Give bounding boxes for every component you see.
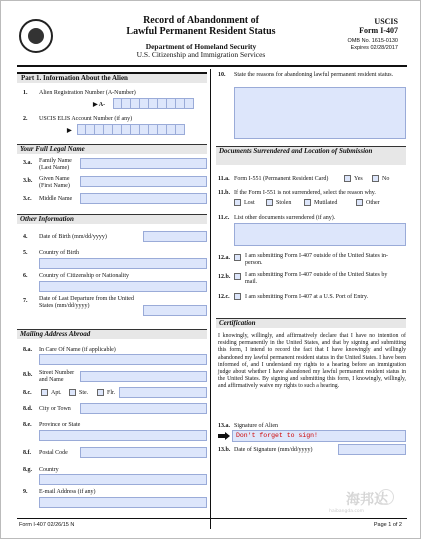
apt-label: Apt. bbox=[51, 390, 62, 396]
q12c-label: I am submitting Form I-407 at a U.S. Port of Entry. bbox=[245, 294, 369, 300]
q11a-label: Form I-551 (Permanent Resident Card) bbox=[234, 176, 329, 182]
q12b-number: 12.b. bbox=[218, 274, 231, 280]
q12a-number: 12.a. bbox=[218, 255, 230, 261]
q11b-label: If the Form I-551 is not surrendered, select the reason why. bbox=[234, 190, 376, 196]
q2-prefix: ▶ bbox=[67, 128, 72, 134]
elis-account-input[interactable] bbox=[77, 124, 185, 135]
q8a-label: In Care Of Name (if applicable) bbox=[39, 347, 116, 353]
watermark-text: 海邦达 bbox=[346, 492, 388, 508]
last-departure-date-input[interactable] bbox=[143, 305, 207, 316]
signature-date-input[interactable] bbox=[338, 444, 406, 455]
q13a-label: Signature of Alien bbox=[234, 423, 278, 429]
stolen-label: Stolen bbox=[276, 200, 292, 206]
apt-checkbox[interactable] bbox=[41, 389, 48, 396]
q9-label: E-mail Address (if any) bbox=[39, 489, 96, 495]
q11a-number: 11.a. bbox=[218, 176, 230, 182]
full-name-heading: Your Full Legal Name bbox=[17, 144, 207, 154]
expiration-date: Expires 02/28/2017 bbox=[350, 45, 398, 51]
lost-checkbox[interactable] bbox=[234, 199, 241, 206]
certification-heading: Certification bbox=[216, 318, 406, 328]
sign-here-arrow-icon bbox=[218, 432, 230, 440]
submit-port-of-entry-checkbox[interactable] bbox=[234, 293, 241, 300]
form-id: Form I-407 bbox=[359, 26, 398, 35]
q3a-number: 3.a. bbox=[23, 160, 32, 166]
header-divider bbox=[17, 65, 407, 67]
unit-number-input[interactable] bbox=[119, 387, 207, 398]
form-title-line1: Record of Abandonment of bbox=[143, 15, 259, 26]
other-documents-input[interactable] bbox=[234, 223, 406, 246]
q10-label: State the reasons for abandoning lawful permanent resident status. bbox=[234, 72, 394, 78]
omb-number: OMB No. 1615-0130 bbox=[347, 38, 398, 44]
q2-label: USCIS ELIS Account Number (if any) bbox=[39, 116, 133, 122]
abandonment-reasons-input[interactable] bbox=[234, 87, 406, 139]
q3b-number: 3.b. bbox=[23, 178, 33, 184]
certification-text: I knowingly, willingly, and affirmatively declare that I have no intention of residing permanently in the United States, and that by signing and submitting this form, I intend to record the fact that I have knowingly and willingly abandoned my lawful permanent resident status in the United States. I have been informed of, and I understand my rights to a hearing before an immigration judge about whether I have abandoned my lawful permanent resident status in the United States. By signing and submitting this form, I knowingly, willingly, and affirmatively waive my rights to such a hearing. bbox=[218, 333, 406, 390]
mutilated-label: Mutilated bbox=[314, 200, 338, 206]
q8d-number: 8.d. bbox=[23, 406, 33, 412]
given-name-input[interactable] bbox=[80, 176, 207, 187]
q12c-number: 12.c. bbox=[218, 294, 230, 300]
q3c-label: Middle Name bbox=[39, 196, 73, 202]
q8e-number: 8.e. bbox=[23, 422, 32, 428]
q7-number: 7. bbox=[23, 298, 28, 304]
yes-label: Yes bbox=[354, 176, 363, 182]
q8g-label: Country bbox=[39, 467, 59, 473]
q12b-label: I am submitting Form I-407 outside of the United States by mail. bbox=[245, 272, 388, 285]
department-name: Department of Homeland Security bbox=[145, 42, 257, 51]
q5-number: 5. bbox=[23, 250, 28, 256]
q8c-number: 8.c. bbox=[23, 390, 32, 396]
q8f-label: Postal Code bbox=[39, 450, 68, 456]
postal-code-input[interactable] bbox=[80, 447, 207, 458]
q3b-label: Given Name (First Name) bbox=[39, 176, 70, 189]
middle-name-input[interactable] bbox=[80, 193, 207, 204]
q3a-label: Family Name (Last Name) bbox=[39, 158, 72, 171]
q11c-label: List other documents surrendered (if any). bbox=[234, 215, 336, 221]
q2-number: 2. bbox=[23, 116, 28, 122]
stolen-checkbox[interactable] bbox=[266, 199, 273, 206]
q1-label: Alien Registration Number (A-Number) bbox=[39, 90, 136, 96]
lost-label: Lost bbox=[244, 200, 255, 206]
q11c-number: 11.c. bbox=[218, 215, 230, 221]
q4-number: 4. bbox=[23, 234, 28, 240]
other-checkbox[interactable] bbox=[356, 199, 363, 206]
agency-name: U.S. Citizenship and Immigration Services bbox=[136, 50, 266, 59]
q5-label: Country of Birth bbox=[39, 250, 79, 256]
country-of-citizenship-input[interactable] bbox=[39, 281, 207, 292]
form-title-line2: Lawful Permanent Resident Status bbox=[126, 26, 276, 37]
country-of-birth-input[interactable] bbox=[39, 258, 207, 269]
part1-band: Part 1. Information About the Alien bbox=[17, 72, 207, 83]
page-number: Page 1 of 2 bbox=[373, 522, 402, 528]
no-label: No bbox=[382, 176, 390, 182]
watermark-subtext: haibangda.com bbox=[329, 509, 364, 514]
family-name-input[interactable] bbox=[80, 158, 207, 169]
q13b-label: Date of Signature (mm/dd/yyyy) bbox=[234, 447, 313, 453]
other-info-heading: Other Information bbox=[17, 214, 207, 224]
q10-number: 10. bbox=[218, 72, 226, 78]
q13b-number: 13.b. bbox=[218, 447, 231, 453]
q4-label: Date of Birth (mm/dd/yyyy) bbox=[39, 234, 107, 240]
i551-yes-checkbox[interactable] bbox=[344, 175, 351, 182]
date-of-birth-input[interactable] bbox=[143, 231, 207, 242]
other-label: Other bbox=[366, 200, 380, 206]
submit-in-person-checkbox[interactable] bbox=[234, 254, 241, 261]
street-input[interactable] bbox=[80, 371, 207, 382]
q6-number: 6. bbox=[23, 273, 28, 279]
mailing-heading: Mailing Address Abroad bbox=[17, 329, 207, 339]
q11b-number: 11.b. bbox=[218, 190, 231, 196]
form-edition: Form I-407 02/26/15 N bbox=[19, 522, 75, 528]
q13a-number: 13.a. bbox=[218, 423, 230, 429]
q7-label: Date of Last Departure from the United States (mm/dd/yyyy) bbox=[39, 296, 134, 309]
q8a-number: 8.a. bbox=[23, 347, 32, 353]
q8e-label: Province or State bbox=[39, 422, 81, 428]
country-input[interactable] bbox=[39, 474, 207, 485]
flr-checkbox[interactable] bbox=[97, 389, 104, 396]
q3c-number: 3.c. bbox=[23, 196, 32, 202]
q6-label: Country of Citizenship or Nationality bbox=[39, 273, 129, 279]
city-input[interactable] bbox=[80, 403, 207, 414]
mutilated-checkbox[interactable] bbox=[304, 199, 311, 206]
q9-number: 9. bbox=[23, 489, 28, 495]
q12a-label: I am submitting Form I-407 outside of the United States in-person. bbox=[245, 253, 388, 266]
province-input[interactable] bbox=[39, 430, 207, 441]
agency-short: USCIS bbox=[374, 17, 398, 26]
flr-label: Flr. bbox=[107, 390, 116, 396]
signature-field[interactable]: Don't forget to sign! bbox=[232, 430, 406, 442]
submit-by-mail-checkbox[interactable] bbox=[234, 273, 241, 280]
q1-prefix: ▶ A- bbox=[93, 102, 106, 108]
dhs-seal-icon bbox=[19, 19, 53, 53]
q8f-number: 8.f. bbox=[23, 450, 31, 456]
in-care-of-input[interactable] bbox=[39, 354, 207, 365]
ste-label: Ste. bbox=[79, 390, 89, 396]
footer-divider bbox=[17, 518, 407, 519]
q8g-number: 8.g. bbox=[23, 467, 32, 473]
column-divider bbox=[210, 69, 211, 529]
q8b-number: 8.b. bbox=[23, 372, 33, 378]
watermark-bird-icon bbox=[378, 489, 394, 505]
a-number-input[interactable] bbox=[113, 98, 194, 109]
documents-heading: Documents Surrendered and Location of Submission bbox=[216, 146, 406, 165]
i551-no-checkbox[interactable] bbox=[372, 175, 379, 182]
q1-number: 1. bbox=[23, 90, 28, 96]
email-input[interactable] bbox=[39, 497, 207, 508]
ste-checkbox[interactable] bbox=[69, 389, 76, 396]
q8b-label: Street Number and Name bbox=[39, 370, 75, 383]
q8d-label: City or Town bbox=[39, 406, 71, 412]
